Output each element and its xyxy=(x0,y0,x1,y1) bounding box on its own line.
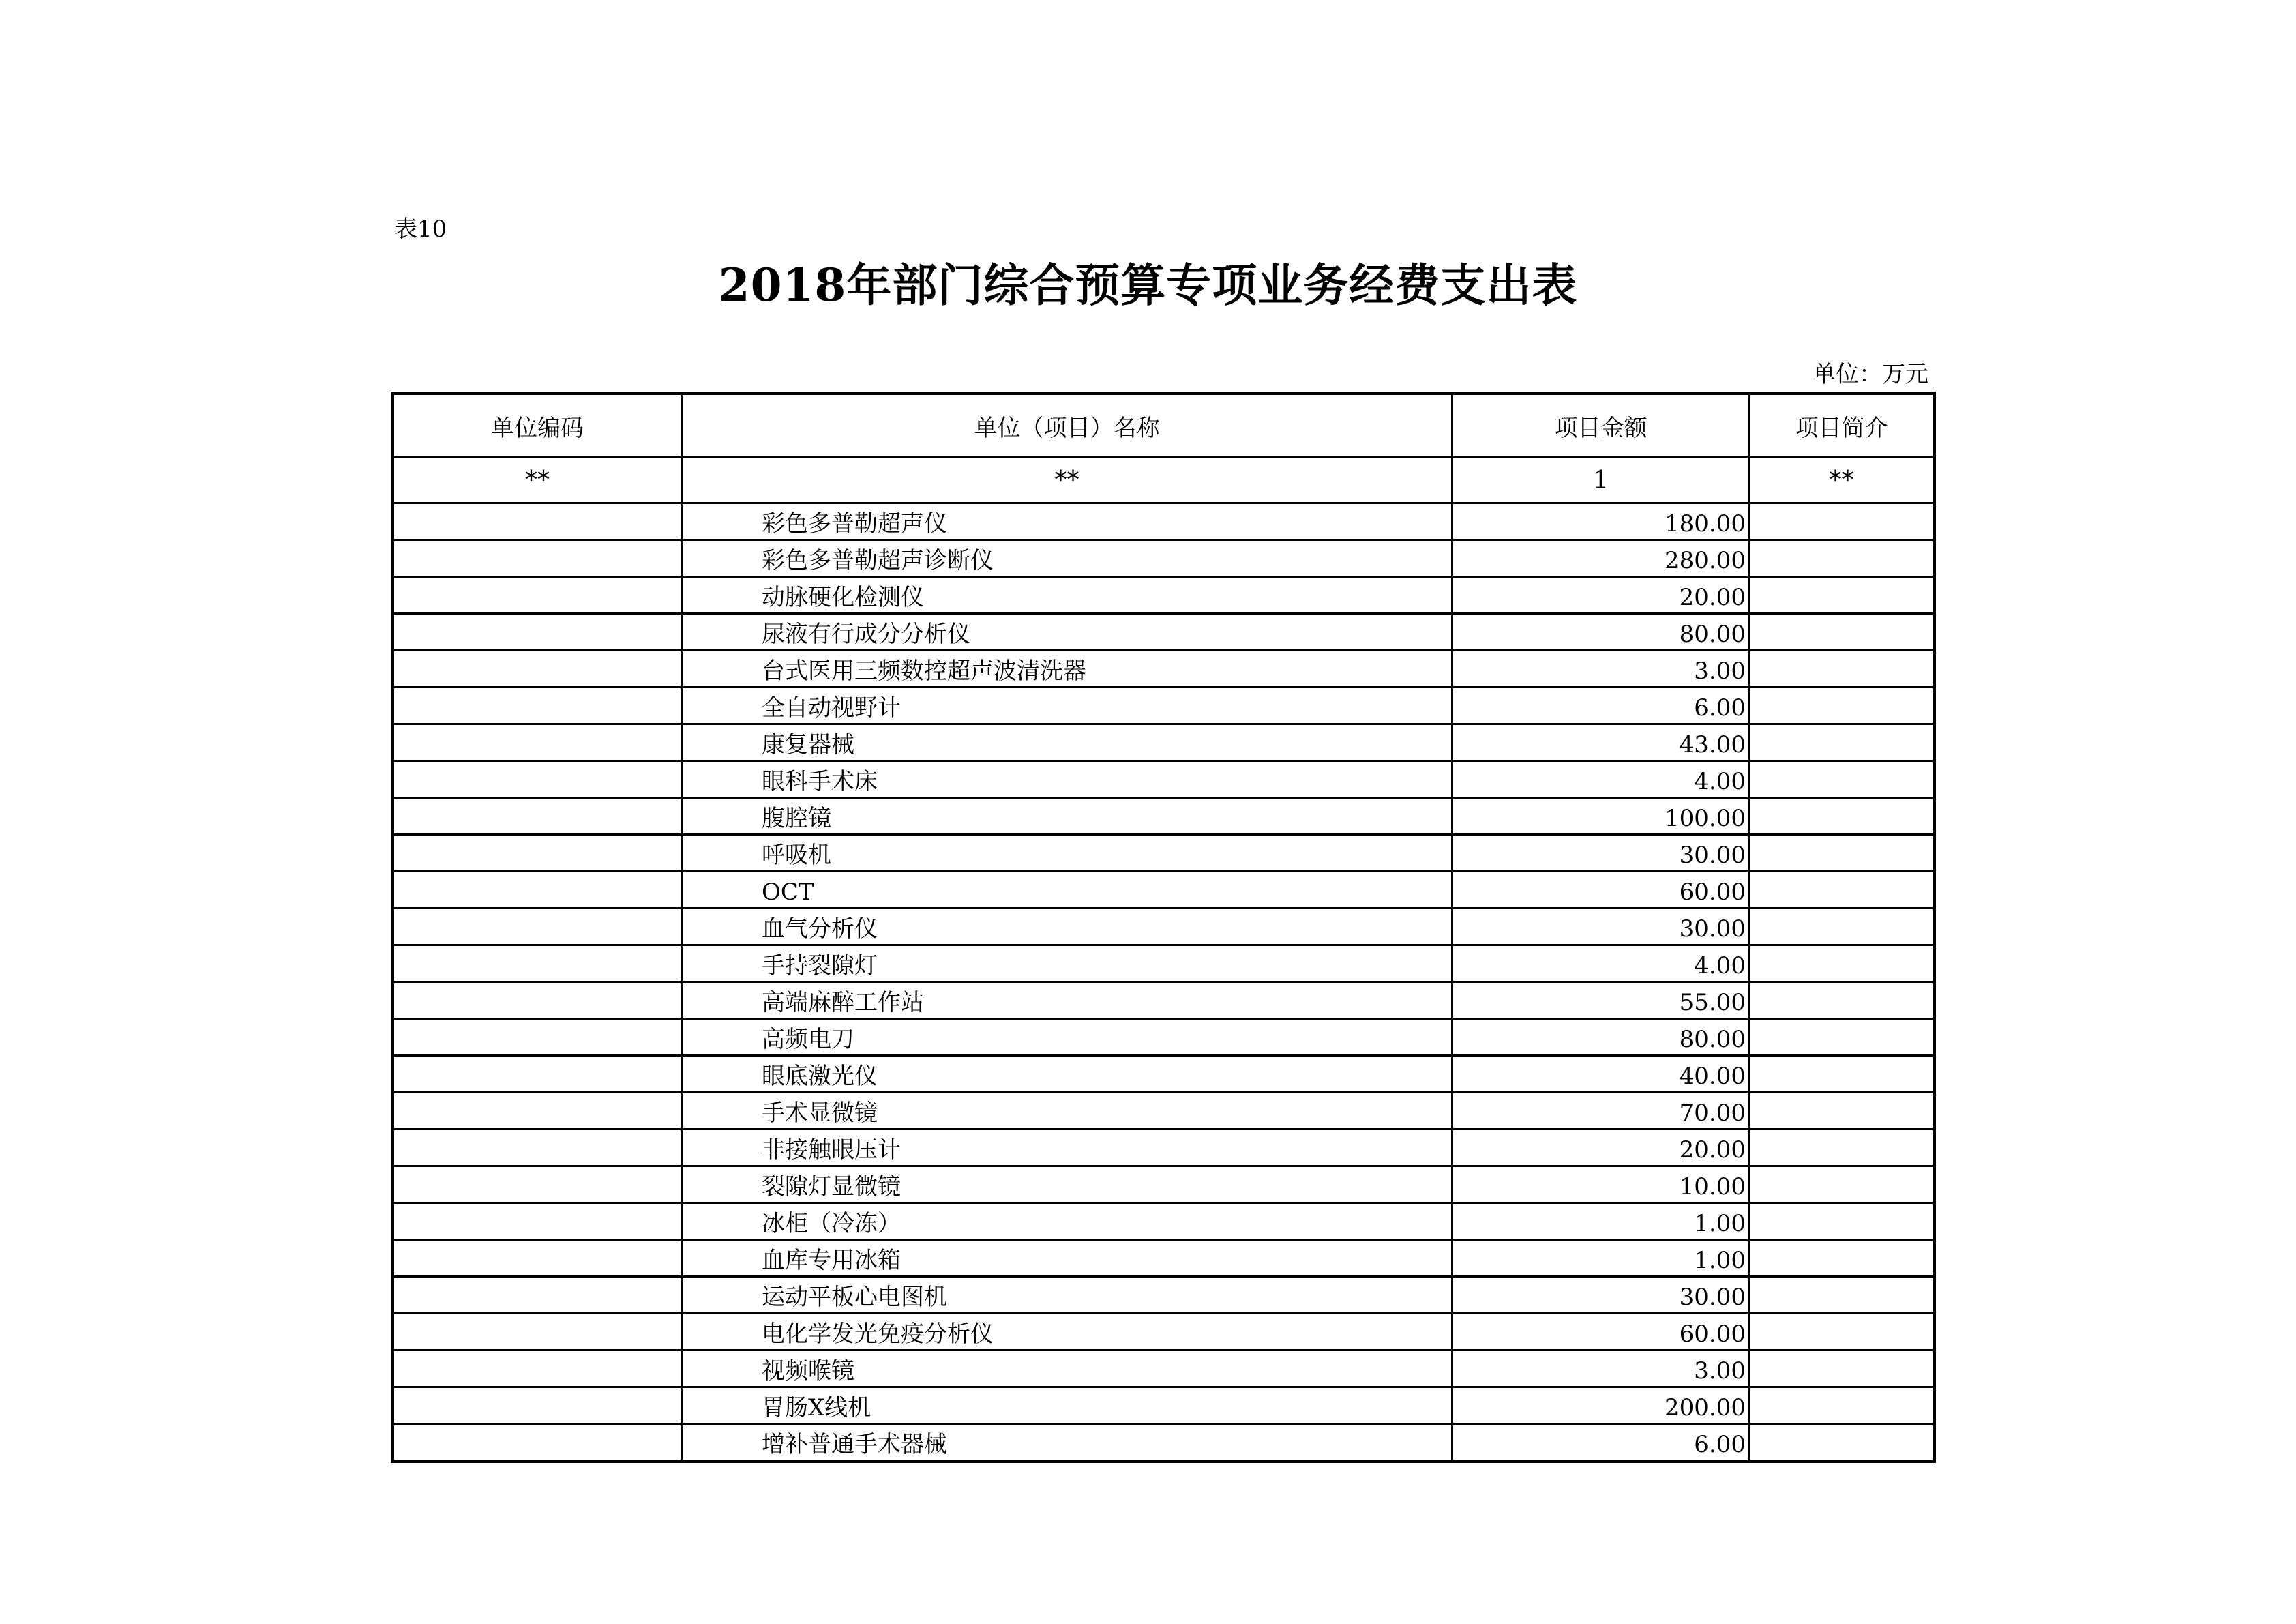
unit-code-cell xyxy=(393,614,682,651)
summary-cell xyxy=(1750,1203,1935,1240)
index-amount-cell: 1 xyxy=(1452,458,1750,503)
project-name-cell: 非接触眼压计 xyxy=(682,1130,1452,1166)
index-name-cell: ** xyxy=(682,458,1452,503)
header-row xyxy=(393,394,1935,458)
unit-code-cell xyxy=(393,540,682,577)
project-name-cell: 彩色多普勒超声仪 xyxy=(682,503,1452,540)
unit-code-cell xyxy=(393,1350,682,1387)
table-row xyxy=(393,1277,1935,1314)
amount-cell: 100.00 xyxy=(1452,798,1750,835)
table-row xyxy=(393,945,1935,982)
table-row xyxy=(393,651,1935,688)
amount-cell: 60.00 xyxy=(1452,1314,1750,1350)
amount-cell: 20.00 xyxy=(1452,1130,1750,1166)
header-summary: 项目简介 xyxy=(1750,394,1935,458)
unit-code-cell xyxy=(393,577,682,614)
amount-cell: 3.00 xyxy=(1452,1350,1750,1387)
amount-cell: 6.00 xyxy=(1452,688,1750,724)
unit-code-cell xyxy=(393,1203,682,1240)
table-row xyxy=(393,1203,1935,1240)
table-row xyxy=(393,614,1935,651)
project-name-cell: 尿液有行成分分析仪 xyxy=(682,614,1452,651)
table-row xyxy=(393,1166,1935,1203)
project-name-cell: 运动平板心电图机 xyxy=(682,1277,1452,1314)
summary-cell xyxy=(1750,540,1935,577)
summary-cell xyxy=(1750,503,1935,540)
project-name-cell: 眼底激光仪 xyxy=(682,1056,1452,1093)
project-name-cell: 视频喉镜 xyxy=(682,1350,1452,1387)
summary-cell xyxy=(1750,688,1935,724)
amount-cell: 10.00 xyxy=(1452,1166,1750,1203)
table-row xyxy=(393,1424,1935,1462)
table-row xyxy=(393,835,1935,872)
table-row xyxy=(393,982,1935,1019)
project-name-cell: 眼科手术床 xyxy=(682,761,1452,798)
summary-cell xyxy=(1750,1019,1935,1056)
header-amount: 项目金额 xyxy=(1452,394,1750,458)
project-name-cell: 呼吸机 xyxy=(682,835,1452,872)
amount-cell: 1.00 xyxy=(1452,1203,1750,1240)
project-name-cell: 高端麻醉工作站 xyxy=(682,982,1452,1019)
summary-cell xyxy=(1750,1387,1935,1424)
amount-cell: 60.00 xyxy=(1452,872,1750,909)
amount-cell: 280.00 xyxy=(1452,540,1750,577)
summary-cell xyxy=(1750,835,1935,872)
amount-cell: 30.00 xyxy=(1452,909,1750,945)
summary-cell xyxy=(1750,1350,1935,1387)
summary-cell xyxy=(1750,651,1935,688)
summary-cell xyxy=(1750,1166,1935,1203)
unit-code-cell xyxy=(393,982,682,1019)
table-number-label: 表10 xyxy=(394,216,447,243)
header-unit-name: 单位（项目）名称 xyxy=(682,394,1452,458)
unit-code-cell xyxy=(393,945,682,982)
summary-cell xyxy=(1750,724,1935,761)
table-row xyxy=(393,872,1935,909)
unit-code-cell xyxy=(393,872,682,909)
summary-cell xyxy=(1750,1277,1935,1314)
table-row xyxy=(393,1240,1935,1277)
project-name-cell: 血库专用冰箱 xyxy=(682,1240,1452,1277)
amount-cell: 4.00 xyxy=(1452,945,1750,982)
summary-cell xyxy=(1750,1240,1935,1277)
table-row xyxy=(393,909,1935,945)
unit-code-cell xyxy=(393,1424,682,1462)
amount-cell: 1.00 xyxy=(1452,1240,1750,1277)
table-row xyxy=(393,577,1935,614)
summary-cell xyxy=(1750,945,1935,982)
table-row xyxy=(393,688,1935,724)
summary-cell xyxy=(1750,798,1935,835)
project-name-cell: 动脉硬化检测仪 xyxy=(682,577,1452,614)
index-code-cell: ** xyxy=(393,458,682,503)
table-row xyxy=(393,1056,1935,1093)
budget-table xyxy=(391,392,1936,1463)
table-row xyxy=(393,724,1935,761)
amount-cell: 30.00 xyxy=(1452,1277,1750,1314)
project-name-cell: 冰柜（冷冻） xyxy=(682,1203,1452,1240)
project-name-cell: OCT xyxy=(682,872,1452,909)
summary-cell xyxy=(1750,982,1935,1019)
summary-cell xyxy=(1750,1056,1935,1093)
table-row xyxy=(393,1093,1935,1130)
amount-cell: 3.00 xyxy=(1452,651,1750,688)
table-row xyxy=(393,1314,1935,1350)
unit-code-cell xyxy=(393,1019,682,1056)
project-name-cell: 血气分析仪 xyxy=(682,909,1452,945)
project-name-cell: 手术显微镜 xyxy=(682,1093,1452,1130)
index-row xyxy=(393,458,1935,503)
summary-cell xyxy=(1750,1093,1935,1130)
summary-cell xyxy=(1750,1314,1935,1350)
unit-code-cell xyxy=(393,688,682,724)
amount-cell: 4.00 xyxy=(1452,761,1750,798)
unit-code-cell xyxy=(393,1166,682,1203)
unit-code-cell xyxy=(393,1314,682,1350)
amount-cell: 40.00 xyxy=(1452,1056,1750,1093)
amount-cell: 180.00 xyxy=(1452,503,1750,540)
table-row xyxy=(393,503,1935,540)
unit-code-cell xyxy=(393,1277,682,1314)
project-name-cell: 彩色多普勒超声诊断仪 xyxy=(682,540,1452,577)
unit-code-cell xyxy=(393,1130,682,1166)
project-name-cell: 增补普通手术器械 xyxy=(682,1424,1452,1462)
project-name-cell: 高频电刀 xyxy=(682,1019,1452,1056)
unit-code-cell xyxy=(393,1240,682,1277)
unit-code-cell xyxy=(393,1387,682,1424)
amount-cell: 200.00 xyxy=(1452,1387,1750,1424)
summary-cell xyxy=(1750,872,1935,909)
table-row xyxy=(393,1350,1935,1387)
unit-label: 单位：万元 xyxy=(1813,361,1928,388)
project-name-cell: 腹腔镜 xyxy=(682,798,1452,835)
table-row xyxy=(393,1130,1935,1166)
unit-code-cell xyxy=(393,835,682,872)
table-row xyxy=(393,798,1935,835)
unit-code-cell xyxy=(393,1056,682,1093)
unit-code-cell xyxy=(393,651,682,688)
amount-cell: 30.00 xyxy=(1452,835,1750,872)
table-row xyxy=(393,1019,1935,1056)
summary-cell xyxy=(1750,761,1935,798)
project-name-cell: 台式医用三频数控超声波清洗器 xyxy=(682,651,1452,688)
summary-cell xyxy=(1750,1424,1935,1462)
unit-code-cell xyxy=(393,503,682,540)
unit-code-cell xyxy=(393,1093,682,1130)
project-name-cell: 裂隙灯显微镜 xyxy=(682,1166,1452,1203)
project-name-cell: 电化学发光免疫分析仪 xyxy=(682,1314,1452,1350)
page-title: 2018年部门综合预算专项业务经费支出表 xyxy=(718,259,1578,312)
summary-cell xyxy=(1750,1130,1935,1166)
unit-code-cell xyxy=(393,724,682,761)
summary-cell xyxy=(1750,577,1935,614)
amount-cell: 55.00 xyxy=(1452,982,1750,1019)
unit-code-cell xyxy=(393,798,682,835)
amount-cell: 70.00 xyxy=(1452,1093,1750,1130)
index-summary-cell: ** xyxy=(1750,458,1935,503)
amount-cell: 20.00 xyxy=(1452,577,1750,614)
table-row xyxy=(393,761,1935,798)
amount-cell: 80.00 xyxy=(1452,1019,1750,1056)
summary-cell xyxy=(1750,909,1935,945)
header-unit-code: 单位编码 xyxy=(393,394,682,458)
unit-code-cell xyxy=(393,909,682,945)
table-row xyxy=(393,1387,1935,1424)
amount-cell: 80.00 xyxy=(1452,614,1750,651)
amount-cell: 43.00 xyxy=(1452,724,1750,761)
project-name-cell: 全自动视野计 xyxy=(682,688,1452,724)
project-name-cell: 手持裂隙灯 xyxy=(682,945,1452,982)
table-row xyxy=(393,540,1935,577)
summary-cell xyxy=(1750,614,1935,651)
unit-code-cell xyxy=(393,761,682,798)
project-name-cell: 胃肠X线机 xyxy=(682,1387,1452,1424)
amount-cell: 6.00 xyxy=(1452,1424,1750,1462)
project-name-cell: 康复器械 xyxy=(682,724,1452,761)
